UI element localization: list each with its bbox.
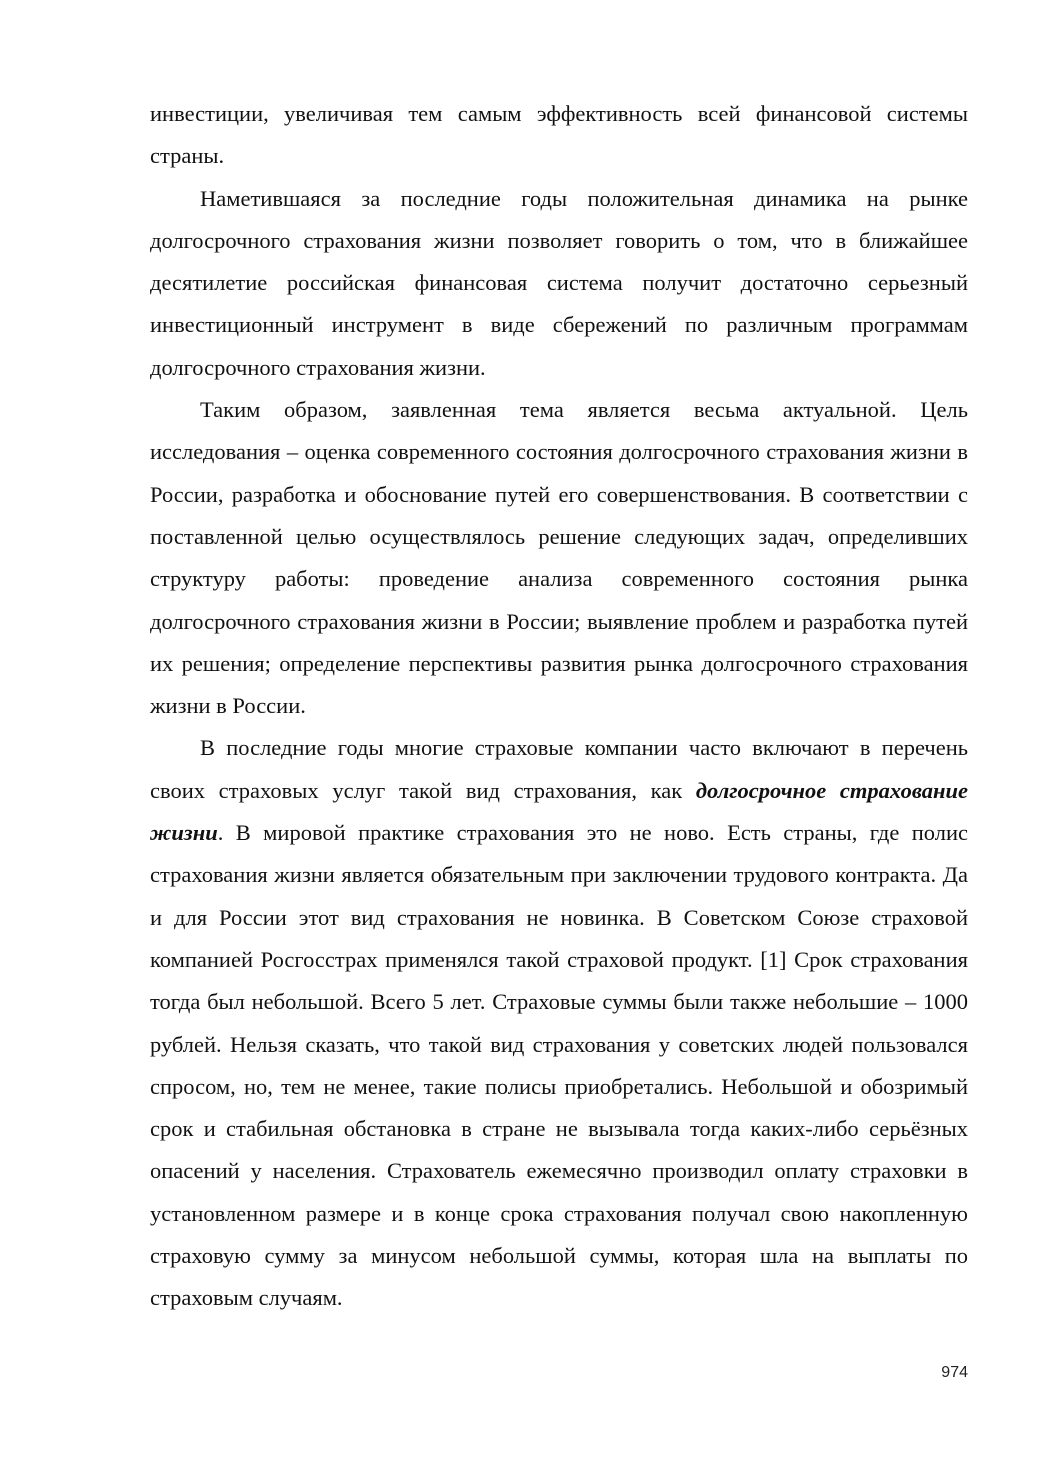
paragraph-history-body: . В мировой практике страхования это не ново. Есть страны, где полис страхования жизни является обязательным при заключении трудового контракта. Да и для России этот вид страхования не новинка. В Советском Союзе страховой компанией Росгосстрах применялся такой страховой продукт. [1] Срок страхования тогда был небольшой. Всего 5 лет. Страховые суммы были также небольшие – 1000 рублей. Нельзя сказать, что такой вид страхования у советских людей пользовался спросом, но, тем не менее, такие полисы приобретались. Небольшой и обозримый срок и стабильная обстановка в стране не вызывала тогда каких-либо серьёзных опасений у населения. Страхователь ежемесячно производил оплату страховки в установленном размере и в конце срока страхования получал свою накопленную страховую сумму за минусом небольшой суммы, которая шла на выплаты по страховым случаям. [150, 820, 968, 1311]
paragraph-history-intro: В последние годы многие страховые компании часто включают в перечень своих страховых услуг такой вид страхования, как [150, 735, 968, 803]
paragraph-dynamics: Наметившаяся за последние годы положительная динамика на рынке долгосрочного страхования жизни позволяет говорить о том, что в ближайшее десятилетие российская финансовая система получит достаточно серьезный инвестиционный инструмент в виде сбережений по различным программам долгосрочного страхования жизни. [150, 185, 968, 380]
document-page [150, 93, 968, 1320]
paragraph-continuation: инвестиции, увеличивая тем самым эффективность всей финансовой системы страны. [150, 101, 968, 169]
emphasized-term: долгосрочное страхование жизни [150, 777, 968, 846]
paragraph-history [150, 727, 968, 1319]
paragraph-research-goal: Таким образом, заявленная тема является весьма актуальной. Цель исследования – оценка современного состояния долгосрочного страхования жизни в России, разработка и обоснование путей его совершенствования. В соответствии с поставленной целью осуществлялось решение следующих задач, определивших структуру работы: проведение анализа современного состояния рынка долгосрочного страхования жизни в России; выявление проблем и разработка путей их решения; определение перспективы развития рынка долгосрочного страхования жизни в России. [150, 397, 968, 719]
page-number: 974 [941, 1364, 968, 1381]
